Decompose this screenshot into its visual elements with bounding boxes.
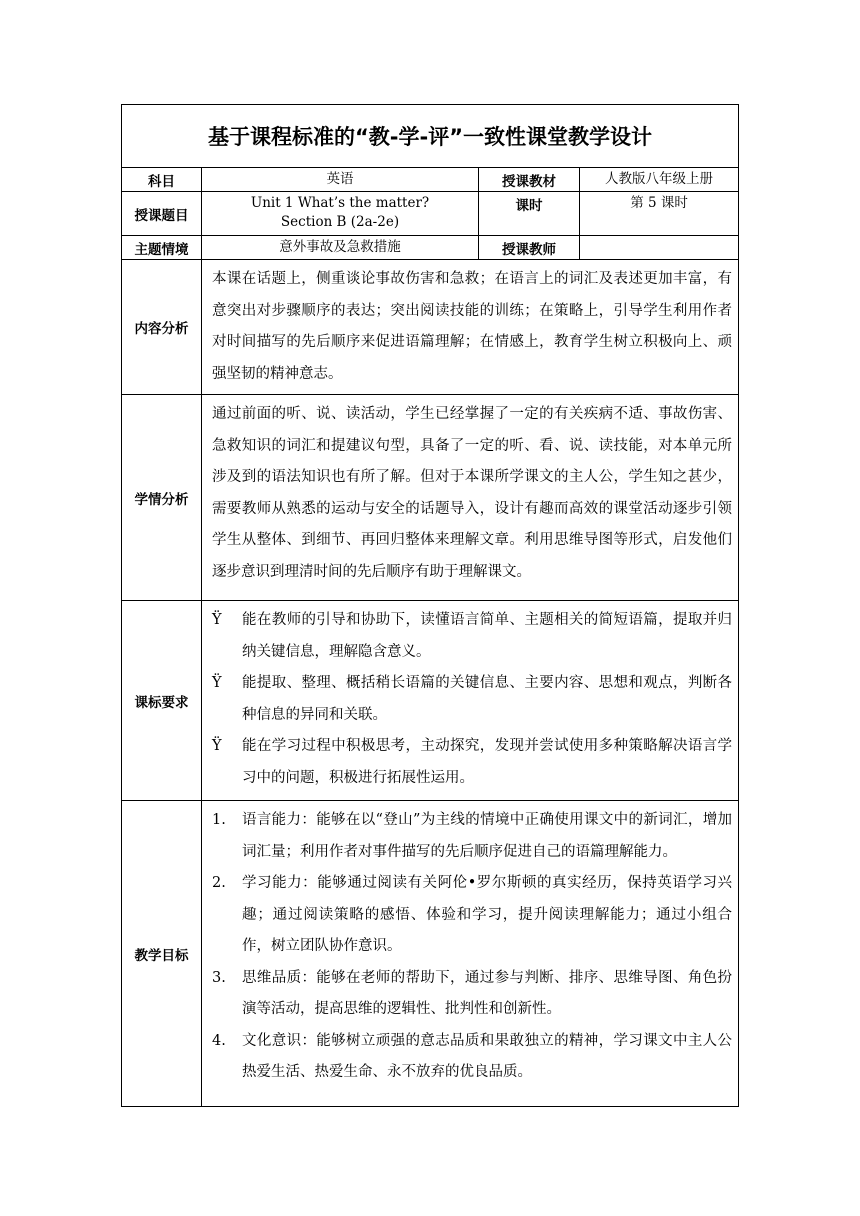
lesson-plan-table (121, 104, 739, 1107)
bullet-icon: Ÿ (212, 675, 222, 691)
learner-analysis-text (202, 395, 739, 601)
objectives-list (202, 801, 739, 1107)
objectives-label: 教学目标 (122, 801, 202, 1107)
topic-value (202, 192, 479, 236)
topic-label: 授课题目 (122, 192, 202, 236)
curriculum-item-text: 能在学习过程中积极思考，主动探究，发现并尝试使用多种策略解决语言学习中的问题，积极进行拓展性运用。 (242, 738, 733, 786)
list-item (212, 668, 732, 731)
list-number: 1. (212, 812, 226, 828)
theme-label: 主题情境 (122, 236, 202, 260)
teacher-value (580, 236, 739, 260)
content-analysis-label: 内容分析 (122, 260, 202, 395)
topic-line-1: Unit 1 What’s the matter? (250, 195, 430, 211)
curriculum-item-text: 能提取、整理、概括稍长语篇的关键信息、主要内容、思想和观点，判断各种信息的异同和关联。 (242, 675, 733, 723)
list-item (212, 605, 732, 668)
learner-analysis-paragraph: 通过前面的听、说、读活动，学生已经掌握了一定的有关疾病不适、事故伤害、急救知识的词汇和提建议句型，具备了一定的听、看、说、读技能，对本单元所涉及到的语法知识也有所了解。但对于本课所学课文的主人公，学生知之甚少，需要教师从熟悉的运动与安全的话题导入，设计有趣而高效的课堂活动逐步引领学生从整体、到细节、再回归整体来理解文章。利用思维导图等形式，启发他们逐步意识到理清时间的先后顺序有助于理解课文。 (212, 406, 733, 580)
curriculum-item-text: 能在教师的引导和协助下，读懂语言简单、主题相关的简短语篇，提取并归纳关键信息，理解隐含意义。 (242, 612, 733, 660)
curriculum-label: 课标要求 (122, 601, 202, 801)
list-item (212, 805, 732, 868)
period-value: 第 5 课时 (580, 192, 739, 236)
period-label: 课时 (479, 192, 580, 236)
list-number: 4. (212, 1032, 226, 1049)
textbook-label: 授课教材 (479, 168, 580, 192)
objective-item-text: 学习能力：能够通过阅读有关阿伦•罗尔斯顿的真实经历，保持英语学习兴趣；通过阅读策略的感悟、体验和学习，提升阅读理解能力；通过小组合作，树立团队协作意识。 (242, 875, 733, 954)
bullet-icon: Ÿ (212, 612, 222, 628)
list-item (212, 868, 732, 963)
topic-line-2: Section B (2a-2e) (280, 214, 400, 230)
list-item (212, 1026, 732, 1089)
subject-value: 英语 (202, 168, 479, 192)
lesson-plan-sheet (121, 104, 738, 1107)
curriculum-list (202, 601, 739, 801)
objective-item-text: 文化意识：能够树立顽强的意志品质和果敢独立的精神，学习课文中主人公热爱生活、热爱生命、永不放弃的优良品质。 (242, 1032, 733, 1080)
theme-value: 意外事故及急救措施 (202, 236, 479, 260)
list-item (212, 963, 732, 1026)
objective-item-text: 语言能力：能够在以“登山”为主线的情境中正确使用课文中的新词汇，增加词汇量；利用作者对事件描写的先后顺序促进自己的语篇理解能力。 (242, 812, 733, 860)
page-title: 基于课程标准的“教-学-评”一致性课堂教学设计 (122, 105, 739, 168)
content-analysis-text (202, 260, 739, 395)
textbook-value: 人教版八年级上册 (580, 168, 739, 192)
learner-analysis-label: 学情分析 (122, 395, 202, 601)
list-number: 2. (212, 875, 226, 891)
objective-item-text: 思维品质：能够在老师的帮助下，通过参与判断、排序、思维导图、角色扮演等活动，提高思维的逻辑性、批判性和创新性。 (242, 969, 733, 1017)
list-number: 3. (212, 969, 226, 986)
list-item (212, 731, 732, 794)
bullet-icon: Ÿ (212, 738, 222, 754)
content-analysis-paragraph: 本课在话题上，侧重谈论事故伤害和急救；在语言上的词汇及表述更加丰富，有意突出对步骤顺序的表达；突出阅读技能的训练；在策略上，引导学生利用作者对时间描写的先后顺序来促进语篇理解；在情感上，教育学生树立积极向上、顽强坚韧的精神意志。 (212, 271, 733, 382)
teacher-label: 授课教师 (479, 236, 580, 260)
subject-label: 科目 (122, 168, 202, 192)
